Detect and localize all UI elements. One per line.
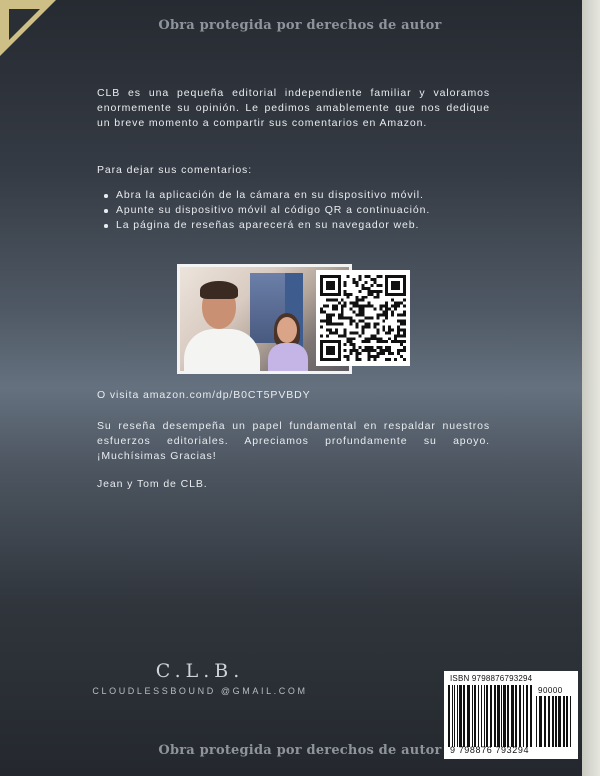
review-request-text (97, 86, 490, 245)
photo-girl-head (277, 317, 297, 343)
price-code: 90000 (538, 686, 563, 695)
closing-paragraph: Su reseña desempeña un papel fundamental en respaldar nuestros esfuerzos editoriales. Apreciamos profundamente su apoyo. ¡Muchísimas Gracias! (97, 420, 490, 462)
qr-code-icon (320, 274, 406, 362)
intro-paragraph: CLB es una pequeña editorial independiente familiar y valoramos enormemente su opinión. Le pedimos amablemente que nos dedique un breve momento a compartir sus comentarios en Amazon. (97, 87, 490, 129)
list-item: Apunte su dispositivo móvil al código QR a continuación. (104, 203, 490, 218)
addon-barcode-bars-icon (536, 696, 574, 747)
barcode-bars-icon (448, 685, 534, 747)
photo-man-hair (200, 281, 238, 299)
publisher-email: CLOUDLESSBOUND @GMAIL.COM (92, 686, 308, 696)
list-item: La página de reseñas aparecerá en su navegador web. (104, 218, 490, 233)
isbn-label: ISBN 9798876793294 (450, 674, 533, 683)
review-qr-code[interactable] (316, 270, 410, 366)
amazon-link-text: O visita amazon.com/dp/B0CT5PVBDY (97, 389, 311, 401)
instructions-lead: Para dejar sus comentarios: (97, 164, 253, 176)
isbn-digits: 9 798876 793294 (450, 745, 530, 755)
page-edge (582, 0, 600, 776)
list-item: Abra la aplicación de la cámara en su dispositivo móvil. (104, 188, 490, 203)
publisher-logo-text: C.L.B. (155, 660, 245, 682)
photo-girl-body (268, 343, 308, 374)
signature: Jean y Tom de CLB. (97, 478, 208, 490)
copyright-watermark-top: Obra protegida por derechos de autor (158, 18, 442, 33)
photo-man-body (184, 329, 260, 374)
instructions-list (104, 188, 490, 233)
copyright-watermark-bottom: Obra protegida por derechos de autor (158, 743, 442, 758)
